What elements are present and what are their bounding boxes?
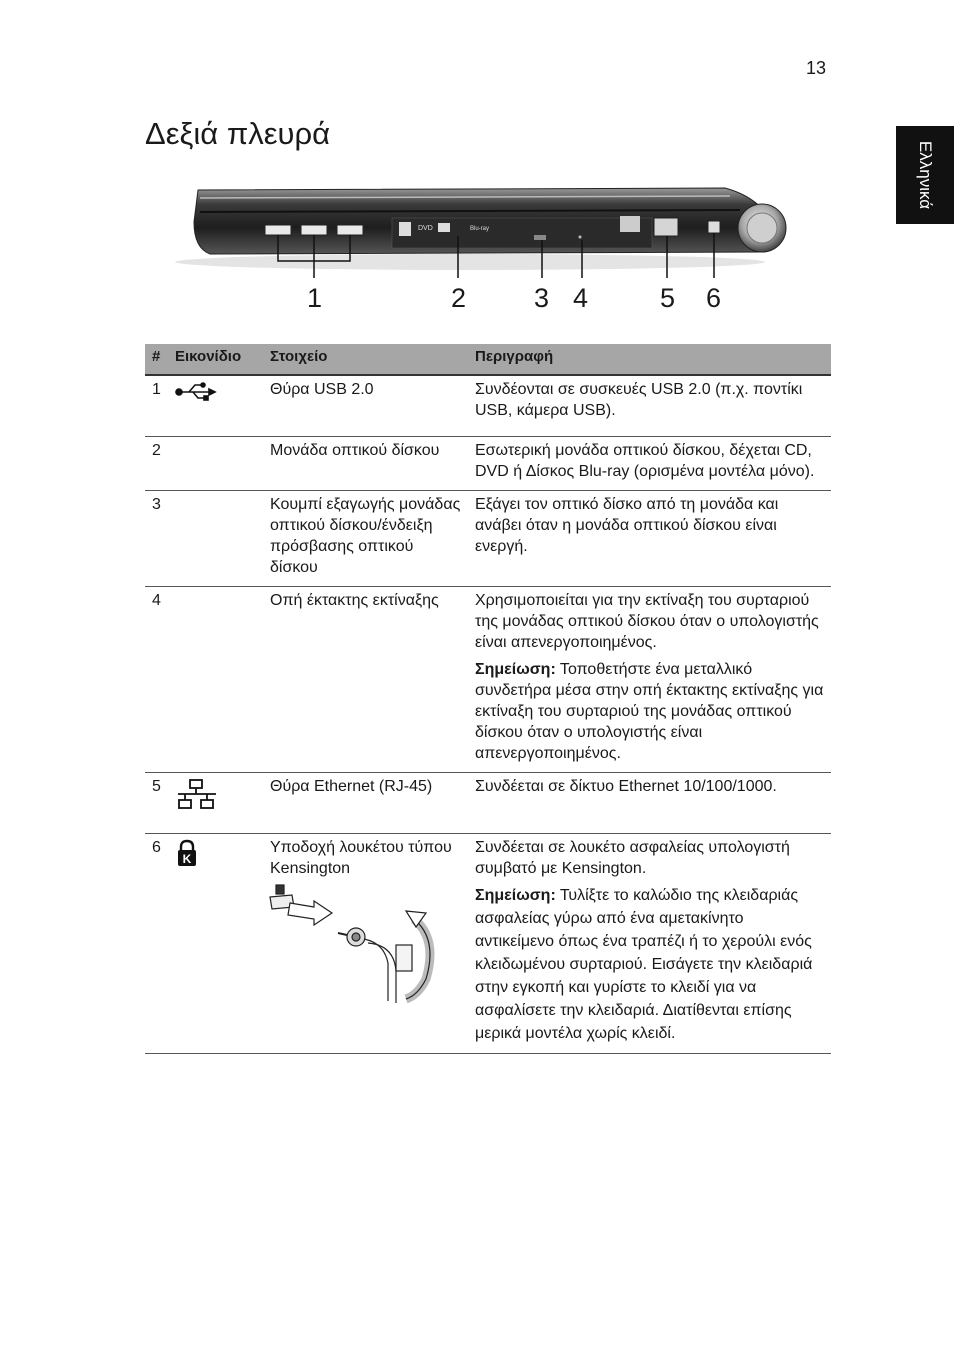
page-title: Δεξιά πλευρά bbox=[145, 116, 331, 151]
row-desc: Εξάγει τον οπτικό δίσκο από τη μονάδα και ανάβει όταν η μονάδα οπτικού δίσκου είναι ενεργή. bbox=[475, 490, 831, 586]
row-item: Οπή έκτακτης εκτίναξης bbox=[270, 586, 475, 772]
table-row bbox=[145, 772, 831, 833]
note-text: Τοποθετήστε ένα μεταλλικό συνδετήρα μέσα στην οπή έκτακτης εκτίναξης για εκτίναξη του συρταριού της μονάδας οπτικού δίσκου όταν ο υπολογιστής είναι απενεργοποιημένος. bbox=[475, 660, 824, 762]
table-row bbox=[145, 586, 831, 772]
svg-text:DVD: DVD bbox=[418, 225, 433, 232]
table-row bbox=[145, 833, 831, 1053]
header-desc: Περιγραφή bbox=[475, 344, 831, 375]
callout-6: 6 bbox=[706, 283, 722, 313]
callout-1: 1 bbox=[307, 283, 323, 313]
row-num: 5 bbox=[145, 772, 175, 833]
row-desc: Συνδέονται σε συσκευές USB 2.0 (π.χ. ποντίκι USB, κάμερα USB). bbox=[475, 375, 831, 436]
row-num: 1 bbox=[145, 375, 175, 436]
usb-icon bbox=[175, 381, 219, 401]
kensington-lock-illustration bbox=[266, 883, 436, 1013]
callout-3: 3 bbox=[534, 283, 550, 313]
kensington-lock-icon bbox=[175, 839, 199, 867]
svg-text:Blu-ray: Blu-ray bbox=[470, 226, 490, 232]
callout-4: 4 bbox=[573, 283, 589, 313]
row-num: 3 bbox=[145, 490, 175, 586]
row-desc: Συνδέεται σε λουκέτο ασφαλείας υπολογιστή συμβατό με Kensington. bbox=[475, 838, 790, 877]
table-header-row bbox=[145, 344, 831, 375]
port-spec-table bbox=[145, 344, 831, 1054]
row-item: Κουμπί εξαγωγής μονάδας οπτικού δίσκου/ένδειξη πρόσβασης οπτικού δίσκου bbox=[270, 490, 475, 586]
row-desc: Εσωτερική μονάδα οπτικού δίσκου, δέχεται CD, DVD ή Δίσκος Blu-ray (ορισμένα μοντέλα μόνο). bbox=[475, 436, 831, 490]
table-row bbox=[145, 375, 831, 436]
page-number: 13 bbox=[806, 58, 827, 78]
language-tab-label: Ελληνικά bbox=[916, 140, 936, 210]
network-icon bbox=[175, 778, 219, 812]
row-item: Θύρα USB 2.0 bbox=[270, 375, 475, 436]
header-icon: Εικονίδιο bbox=[175, 344, 270, 375]
language-tab bbox=[896, 126, 954, 224]
row-num: 2 bbox=[145, 436, 175, 490]
row-note bbox=[475, 659, 825, 764]
note-label: Σημείωση: bbox=[475, 660, 556, 678]
header-item: Στοιχείο bbox=[270, 344, 475, 375]
svg-text:K: K bbox=[182, 851, 192, 866]
row-item: Θύρα Ethernet (RJ-45) bbox=[270, 772, 475, 833]
note-label: Σημείωση: bbox=[475, 886, 556, 904]
header-num: # bbox=[145, 344, 175, 375]
row-num: 4 bbox=[145, 586, 175, 772]
row-note bbox=[475, 884, 825, 1045]
table-row bbox=[145, 490, 831, 586]
row-desc: Χρησιμοποιείται για την εκτίναξη του συρταριού της μονάδας οπτικού δίσκου όταν ο υπολογιστής είναι απενεργοποιημένος. bbox=[475, 591, 819, 651]
row-item: Υποδοχή λουκέτου τύπου Kensington bbox=[270, 838, 452, 877]
callout-5: 5 bbox=[660, 283, 676, 313]
row-desc: Συνδέεται σε δίκτυο Ethernet 10/100/1000. bbox=[475, 772, 831, 833]
laptop-right-side-illustration bbox=[170, 178, 800, 278]
callout-2: 2 bbox=[451, 283, 467, 313]
row-item: Μονάδα οπτικού δίσκου bbox=[270, 436, 475, 490]
note-text: Τυλίξτε το καλώδιο της κλειδαριάς ασφαλείας γύρω από ένα αμετακίνητο αντικείμενο όπως ένα τραπέζι ή το χερούλι ενός κλειδωμένου συρταριού. Εισάγετε την κλειδαριά στην εγκοπή και γυρίστε το κλειδί για να ασφαλίσετε την κλειδαριά. Διατίθενται επίσης μερικά μοντέλα χωρίς κλειδί. bbox=[475, 886, 813, 1042]
row-num: 6 bbox=[145, 833, 175, 1053]
table-row bbox=[145, 436, 831, 490]
